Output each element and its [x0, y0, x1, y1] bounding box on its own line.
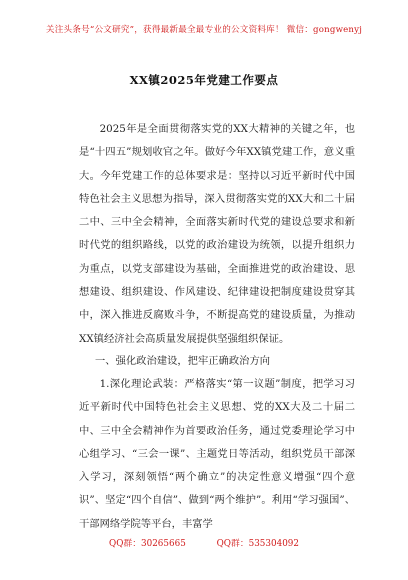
- section-item-paragraph: 1.深化理论武装：严格落实“第一议题”制度，把学习习近平新时代中国特色社会主义思想、党的XX大及二十届二中、三中全会精神作为首要政治任务，通过党委理论学习中心组学习、“三会一课”、主题党日等活动，组织党员干部深入学习，深刻领悟“两个确立”的决定性意义增强“四个意识”、坚定“四个自信”、做到“两个维护”。利用“学习强国”、干部网络学院等平台，丰富学: [79, 378, 355, 530]
- header-banner: 关注头条号“公文研究”，获得最新最全最专业的公文资料库！ 微信：gongwenyj: [45, 25, 363, 35]
- footer-qq-group-2: QQ群：535304092: [216, 539, 299, 549]
- footer-qq-group-1: QQ群：30265665: [109, 539, 186, 549]
- section-heading: 一、强化政治建设，把牢正确政治方向: [95, 355, 271, 367]
- footer: [0, 536, 408, 549]
- document-title: XX镇2025年党建工作要点: [129, 73, 279, 87]
- intro-paragraph: 2025年是全面贯彻落实党的XX大精神的关键之年，也是“十四五”规划收官之年。做好今年XX镇党建工作，意义重大。今年党建工作的总体要求是：坚持以习近平新时代中国特色社会主义思想为指导，深入贯彻落实党的XX大和二十届二中、三中全会精神，全面落实新时代党的建设总要求和新时代党的组织路线，以党的政治建设为统领，以提升组织力为重点，以党支部建设为基础，全面推进党的政治建设、思想建设、组织建设、作风建设、纪律建设把制度建设贯穿其中，深入推进反腐败斗争，不断提高党的建设质量，为推动XX镇经济社会高质量发展提供坚强组织保证。: [79, 123, 355, 345]
